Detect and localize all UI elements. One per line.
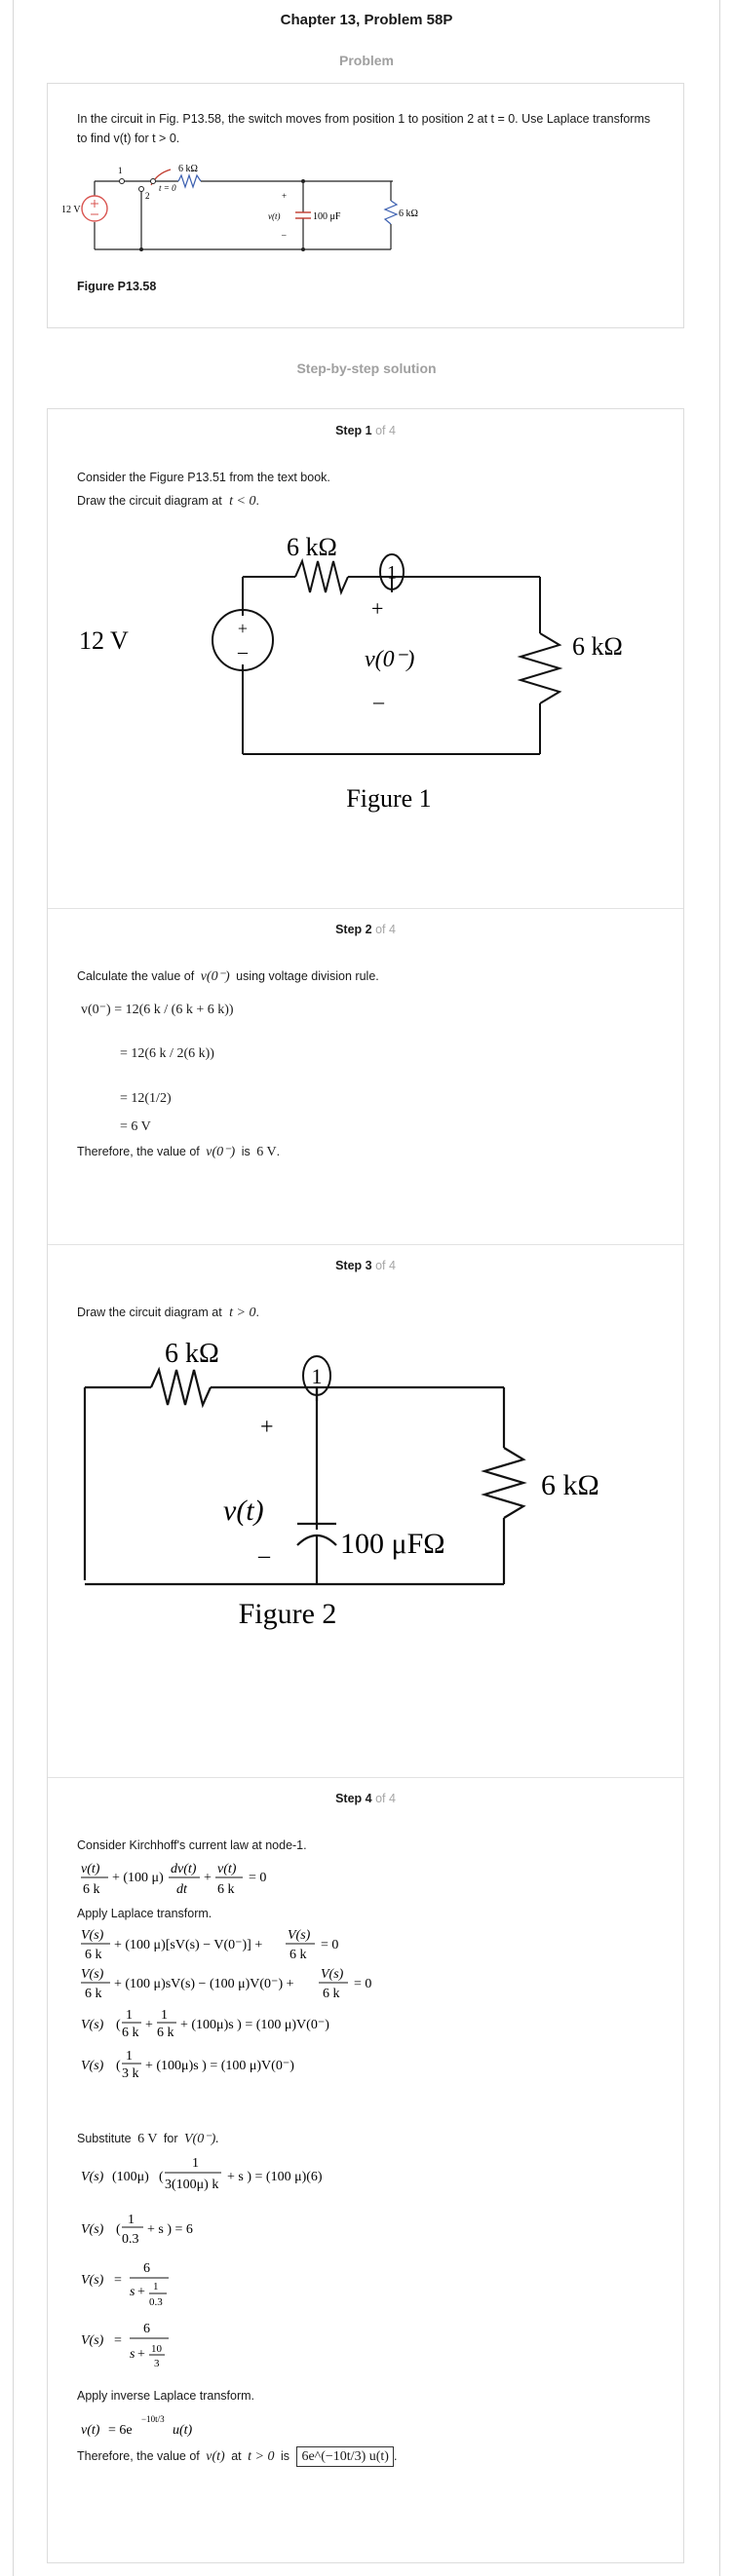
prob-pos2-label: 2 [145,191,150,201]
step-3-circuit-figure [58,1325,662,1630]
prob-pos1-label: 1 [118,166,123,175]
step-1-number: Step 1 [335,424,372,437]
step-1-line-2-text: Draw the circuit diagram at [77,494,222,508]
fig2-node-label: 1 [311,1364,323,1388]
svg-text:s: s [130,2347,135,2362]
svg-text:+: + [137,2285,145,2299]
step-4-substitute-var: V(0⁻). [184,2132,219,2146]
step-1-line-1: Consider the Figure P13.51 from the text book. [77,471,330,484]
step-3-of: of 4 [375,1259,396,1272]
svg-text:1: 1 [126,2049,133,2064]
step-4-kcl-equation [79,1857,332,1900]
step-4-laplace: Apply Laplace transform. [77,1907,212,1920]
step-4-substitute-for: for [163,2132,178,2145]
svg-text:10: 10 [151,2343,162,2355]
problem-card [47,83,684,328]
svg-text:= 6e: = 6e [108,2423,133,2438]
svg-text:s: s [130,2285,135,2299]
svg-text:V(s): V(s) [288,1928,311,1943]
step-4-substitute-value: 6 V [137,2132,158,2146]
step-2-eq-3: = 12(1/2) [120,1091,172,1106]
svg-text:–: – [258,1543,270,1569]
svg-text:6 k: 6 k [289,1948,307,1962]
svg-text:–: – [373,689,384,713]
prob-t0-label: t = 0 [159,183,176,193]
svg-text:1: 1 [126,2008,133,2023]
svg-text:1: 1 [153,2281,159,2292]
svg-text:u(t): u(t) [173,2423,193,2438]
svg-text:3(100μ) k: 3(100μ) k [165,2178,219,2192]
svg-text:dv(t): dv(t) [171,1862,197,1876]
step-4-final-var: v(t) [206,2449,225,2464]
step-4-final: Therefore, the value of v(t) at t > 0 is 6e^(−10t/3) u(t) . [77,2449,397,2465]
step-4-number: Step 4 [335,1792,372,1805]
svg-text:V(s): V(s) [81,1967,104,1982]
prob-minus-label: – [282,230,287,240]
svg-text:+ (100μ)s ) = (100 μ)V(0⁻): + (100μ)s ) = (100 μ)V(0⁻) [145,2059,294,2073]
step-3-line-text: Draw the circuit diagram at [77,1306,222,1319]
step-2-conclusion-var: v(0⁻) [206,1145,236,1159]
svg-text:+ (100 μ): + (100 μ) [112,1871,164,1885]
svg-text:+: + [204,1871,212,1885]
svg-text:3: 3 [154,2358,160,2369]
svg-text:6 k: 6 k [85,1948,102,1962]
step-separator [48,1244,683,1245]
svg-text:+ s ) = 6: + s ) = 6 [147,2222,193,2237]
step-2-header [48,923,683,936]
step-4-final-cond: t > 0 [248,2449,275,2464]
svg-text:(: ( [116,2059,121,2073]
problem-text: In the circuit in Fig. P13.58, the switch moves from position 1 to position 2 at t = 0. Use Laplace transforms to find v(t) for t > 0. [77,112,651,145]
svg-text:+ (100 μ)sV(s) − (100 μ)V(0⁻): + (100 μ)sV(s) − (100 μ)V(0⁻) + [114,1977,294,1991]
svg-text:+: + [137,2347,145,2362]
svg-text:−10t/3: −10t/3 [141,2414,165,2424]
step-3-number: Step 3 [335,1259,372,1272]
svg-text:dt: dt [176,1882,187,1897]
svg-text:+: + [237,619,249,638]
svg-text:+: + [371,596,384,621]
step-2-eq-4: = 6 V [120,1119,151,1134]
svg-text:6: 6 [143,2261,150,2276]
svg-text:v(t): v(t) [81,1862,100,1876]
final-answer-box: 6e^(−10t/3) u(t) [296,2446,394,2467]
fig1-caption: Figure 1 [346,784,432,813]
svg-text:V(s): V(s) [81,2018,104,2032]
step-3-line: Draw the circuit diagram at t > 0. [77,1306,259,1320]
svg-text:6 k: 6 k [217,1882,235,1897]
step-2-conclusion-text: Therefore, the value of [77,1145,200,1158]
step-4-substitute [77,2131,219,2147]
step-2-number: Step 2 [335,923,372,936]
step-2-eq-1: v(0⁻) = 12(6 k / (6 k + 6 k)) [81,1003,234,1017]
step-1-of: of 4 [375,424,396,437]
problem-heading: Problem [338,53,394,68]
step-4-header [48,1792,683,1805]
prob-r1-label: 6 kΩ [178,164,198,174]
svg-text:1: 1 [192,2156,199,2171]
fig2-cap-label: 100 μFΩ [340,1528,445,1560]
fig1-source-label: 12 V [79,626,129,655]
step-4-laplace-equations [79,1925,469,2083]
step-2-conclusion: Therefore, the value of v(0⁻) is 6 V. [77,1145,281,1159]
step-4-inverse-equation [79,2408,274,2442]
step-2-intro-var: v(0⁻) [200,969,230,984]
step-1-header [48,424,683,437]
fig2-r-top-label: 6 kΩ [165,1339,219,1369]
svg-text:+: + [260,1415,274,1440]
page-title: Chapter 13, Problem 58P [280,12,453,28]
page-border-left [13,0,14,2576]
step-4-of: of 4 [375,1792,396,1805]
step-2-conclusion-value: 6 V [256,1145,277,1159]
svg-text:6 k: 6 k [122,2026,139,2040]
svg-text:= 0: = 0 [354,1977,372,1991]
svg-text:V(s): V(s) [81,1928,104,1943]
svg-text:–: – [238,641,248,663]
svg-text:(: ( [159,2170,164,2184]
svg-text:V(s): V(s) [81,2333,104,2348]
solution-heading: Step-by-step solution [296,360,437,376]
fig1-v-label: v(0⁻) [365,647,415,672]
step-1-line-2: Draw the circuit diagram at t < 0. [77,494,259,509]
svg-text:V(s): V(s) [81,2273,104,2288]
svg-text:+ (100 μ)[sV(s) − V(0⁻)] +: + (100 μ)[sV(s) − V(0⁻)] + [114,1938,263,1952]
svg-text:6 k: 6 k [83,1882,100,1897]
solution-card [47,408,684,2563]
step-2-intro-tail: using voltage division rule. [236,969,379,983]
prob-r2-label: 6 kΩ [399,208,418,219]
svg-text:= 0: = 0 [321,1938,339,1952]
svg-text:+ s ) = (100 μ)(6): + s ) = (100 μ)(6) [227,2170,323,2184]
svg-text:V(s): V(s) [81,2059,104,2073]
step-separator [48,1777,683,1778]
svg-text:(100μ): (100μ) [112,2170,149,2184]
step-3-condition: t > 0 [229,1306,256,1320]
step-2-eq-2: = 12(6 k / 2(6 k)) [120,1046,214,1061]
step-4-substitute-text: Substitute [77,2132,132,2145]
svg-text:=: = [114,2333,122,2348]
fig2-r-right-label: 6 kΩ [541,1469,599,1501]
step-4-kcl: Consider Kirchhoff's current law at node-1. [77,1838,307,1852]
fig1-r-top-label: 6 kΩ [287,533,337,561]
step-2-intro [77,968,379,985]
svg-text:+: + [145,2018,153,2032]
step-1-circuit-figure [67,518,652,811]
prob-cap-label: 100 μF [313,211,341,222]
step-2-intro-text: Calculate the value of [77,969,195,983]
fig1-r-right-label: 6 kΩ [572,632,623,661]
step-4-inverse: Apply inverse Laplace transform. [77,2389,255,2403]
prob-plus-label: + [282,191,288,201]
step-1-condition: t < 0 [229,494,256,509]
fig2-caption: Figure 2 [238,1598,337,1630]
prob-source-label: 12 V [61,205,81,215]
svg-text:3 k: 3 k [122,2066,139,2081]
svg-text:6 k: 6 k [85,1987,102,2001]
svg-text:v(t): v(t) [217,1862,237,1876]
page-border-right [719,0,720,2576]
problem-figure-caption: Figure P13.58 [77,280,157,293]
step-4-final-is: is [280,2449,289,2463]
svg-text:v(t): v(t) [81,2423,100,2438]
svg-text:0.3: 0.3 [149,2296,163,2308]
svg-text:V(s): V(s) [321,1967,344,1982]
fig2-v-label: v(t) [223,1495,264,1527]
step-4-solve-equations [79,2153,469,2387]
step-4-final-at: at [231,2449,242,2463]
svg-text:6: 6 [143,2322,150,2336]
svg-text:=: = [114,2273,122,2288]
svg-text:1: 1 [128,2213,135,2227]
svg-text:(: ( [116,2018,121,2032]
step-2-of: of 4 [375,923,396,936]
step-separator [48,908,683,909]
prob-vt-label: v(t) [268,211,281,221]
step-4-final-text: Therefore, the value of [77,2449,200,2463]
step-2-conclusion-is: is [241,1145,251,1158]
svg-text:(: ( [116,2222,121,2237]
svg-text:6 k: 6 k [323,1987,340,2001]
svg-text:+ (100μ)s ) = (100 μ)V(0⁻): + (100μ)s ) = (100 μ)V(0⁻) [180,2018,329,2032]
svg-text:1: 1 [161,2008,168,2023]
problem-circuit-figure [61,162,486,269]
svg-text:V(s): V(s) [81,2170,104,2184]
fig1-node-label: 1 [387,562,397,584]
svg-text:= 0: = 0 [249,1871,267,1885]
svg-text:6 k: 6 k [157,2026,174,2040]
svg-text:V(s): V(s) [81,2222,104,2237]
step-3-header [48,1259,683,1272]
svg-text:0.3: 0.3 [122,2232,139,2247]
